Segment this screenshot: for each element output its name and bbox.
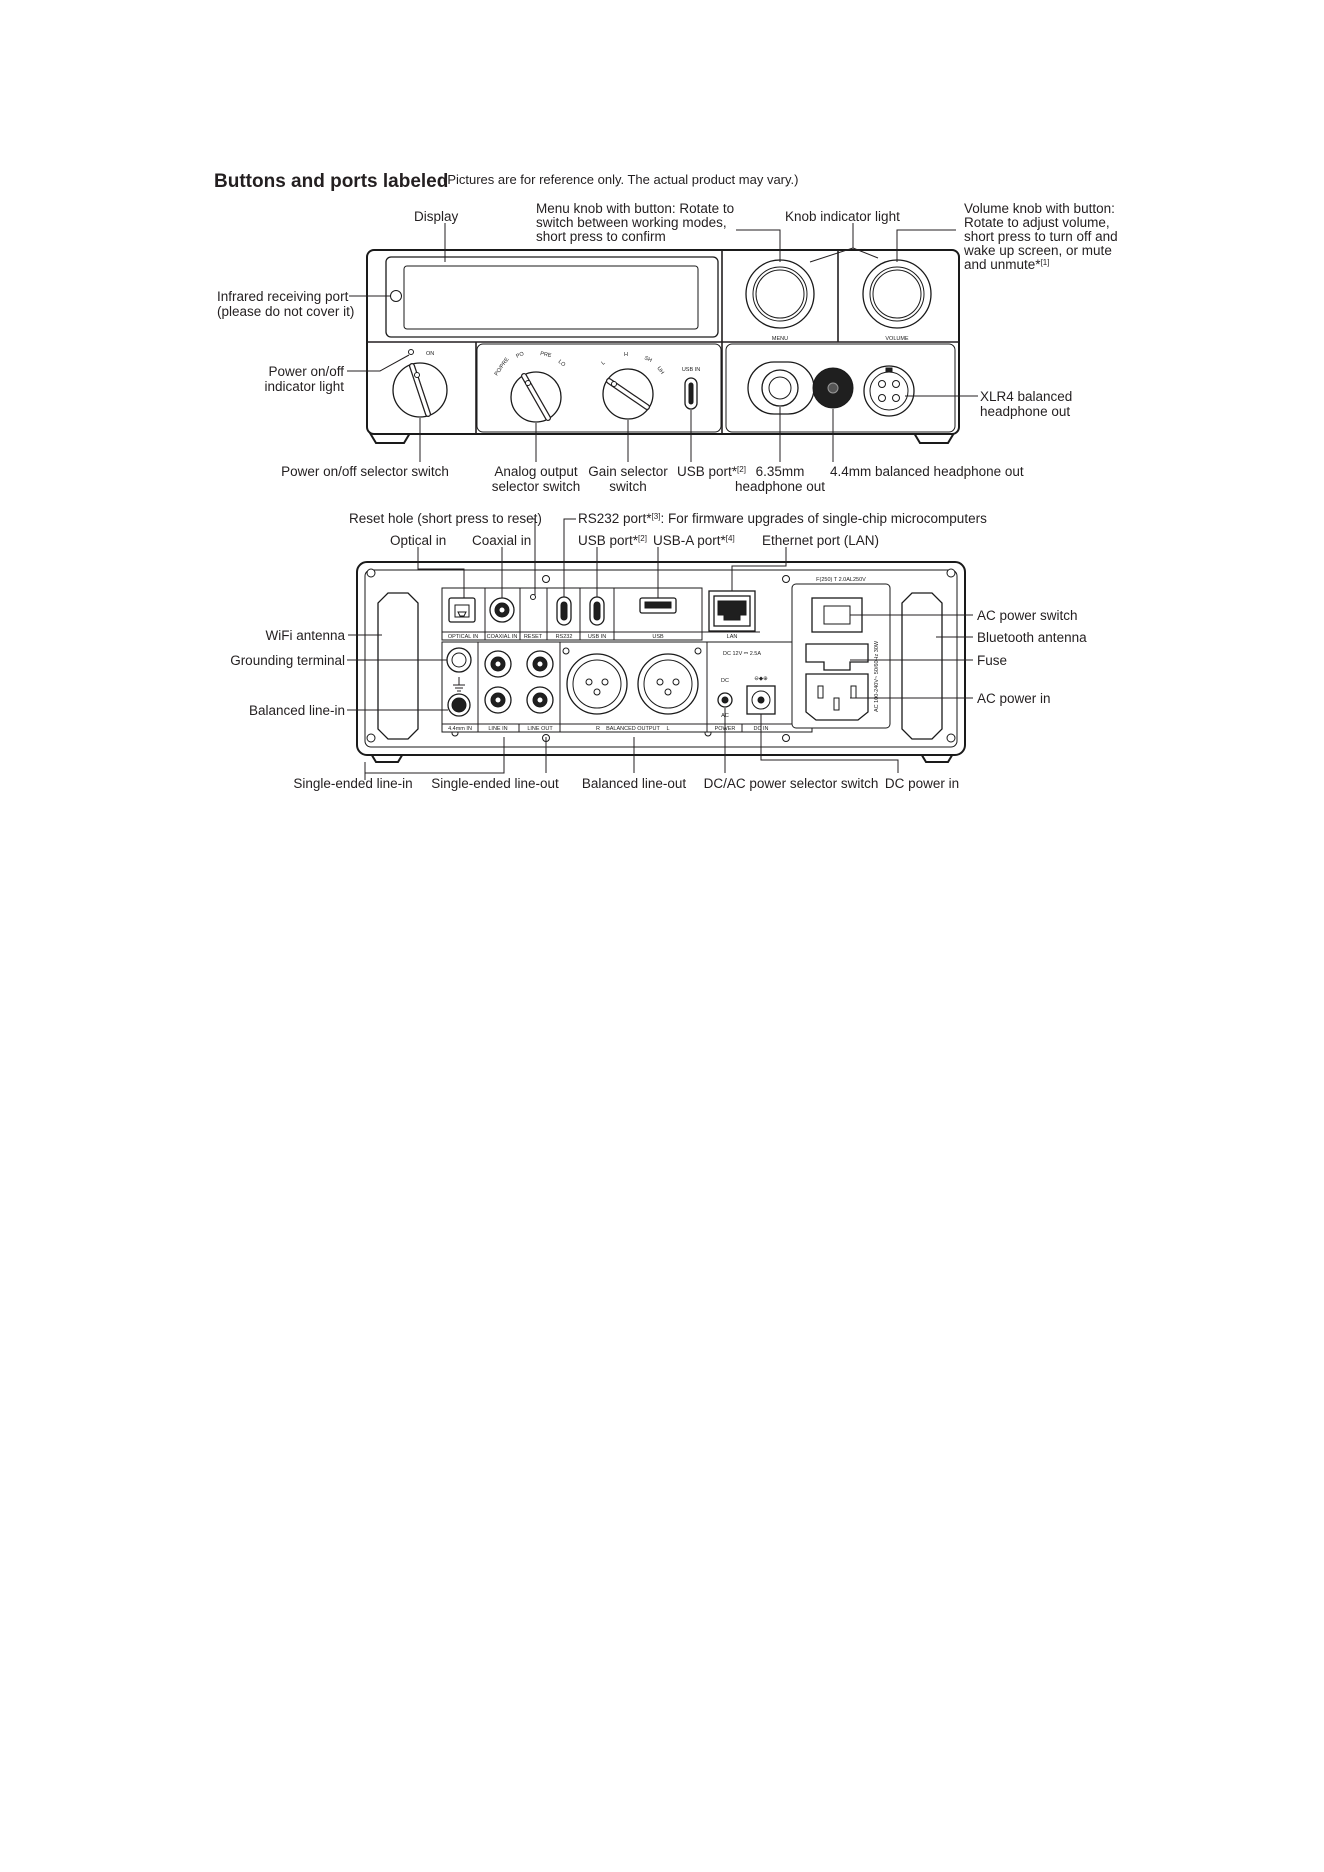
power-indicator-light: [409, 350, 414, 355]
label-volume-knob-1: Volume knob with button:: [964, 201, 1115, 216]
label-gain-2: switch: [609, 479, 647, 494]
mode-po-pre: PO/PRE: [493, 356, 511, 378]
label-ac-switch: AC power switch: [977, 608, 1078, 623]
label-bt-antenna: Bluetooth antenna: [977, 630, 1087, 645]
label-analog-output-1: Analog output: [494, 464, 578, 479]
label-volume-knob-5: and unmute*[1]: [964, 257, 1050, 272]
label-infrared-1: Infrared receiving port: [217, 289, 349, 304]
label-635-1: 6.35mm: [755, 464, 805, 479]
silk-reset: RESET: [523, 634, 543, 640]
display-screen: [404, 266, 698, 329]
silk-ac-spec: AC 100-240V~ 50/60Hz 30W: [874, 640, 880, 712]
label-grounding: Grounding terminal: [230, 653, 345, 668]
label-optical: Optical in: [390, 533, 447, 548]
silk-usb: USB: [652, 634, 664, 640]
label-volume-knob-4: wake up screen, or mute: [964, 243, 1112, 258]
silk-ac: AC: [721, 713, 729, 719]
gain-l: L: [600, 359, 607, 367]
section-note: (Pictures are for reference only. The actual product may vary.): [443, 172, 799, 187]
silk-coaxial-in: COAXIAL IN: [486, 634, 518, 640]
label-se-out: Single-ended line-out: [431, 776, 559, 791]
wifi-antenna: [378, 593, 418, 739]
usb-in-silkscreen: USB IN: [681, 367, 701, 373]
label-635-2: headphone out: [734, 479, 826, 494]
silk-dc-in: DC IN: [753, 726, 769, 732]
label-coaxial: Coaxial in: [472, 533, 532, 548]
silk-44-in: 4.4mm IN: [448, 726, 472, 732]
label-front-usb: USB port*[2]: [677, 464, 746, 479]
label-balanced-in: Balanced line-in: [248, 703, 345, 718]
silk-fuse-spec: F(250) T 2.0AL250V: [816, 577, 866, 583]
silk-line-out: LINE OUT: [527, 726, 553, 732]
label-infrared-2: (please do not cover it): [217, 304, 355, 319]
label-ethernet: Ethernet port (LAN): [762, 533, 880, 548]
silk-bal-r: R: [596, 726, 600, 732]
silk-line-in: LINE IN: [488, 726, 508, 732]
silk-bal-l: L: [666, 726, 670, 732]
on-silkscreen: ON: [426, 351, 435, 357]
label-volume-knob-2: Rotate to adjust volume,: [964, 215, 1110, 230]
label-wifi: WiFi antenna: [265, 628, 345, 643]
silk-dc: DC: [721, 678, 729, 684]
label-dcac-switch: DC/AC power selector switch: [703, 776, 879, 791]
label-menu-knob-3: short press to confirm: [536, 229, 666, 244]
mode-pre: PRE: [539, 351, 552, 359]
label-xlr4-1: XLR4 balanced: [980, 389, 1073, 404]
label-fuse: Fuse: [977, 653, 1008, 668]
label-usb-a: USB-A port*[4]: [653, 533, 735, 548]
gain-h: H: [624, 352, 628, 358]
label-analog-output-2: selector switch: [491, 479, 581, 494]
label-dc-in: DC power in: [884, 776, 960, 791]
silk-rs232: RS232: [555, 634, 573, 640]
gain-uh: UH: [655, 365, 665, 376]
section-title: Buttons and ports labeled: [214, 171, 449, 192]
front-panel: [367, 250, 959, 443]
silk-dc-spec: DC 12V ⎓ 2.5A: [722, 651, 762, 657]
label-xlr4-2: headphone out: [980, 404, 1071, 419]
label-display: Display: [414, 209, 459, 224]
menu-silkscreen: MENU: [771, 336, 789, 342]
label-menu-knob-1: Menu knob with button: Rotate to: [536, 201, 735, 216]
mode-lo: LO: [556, 358, 567, 369]
label-menu-knob-2: switch between working modes,: [536, 215, 727, 230]
label-rear-usb: USB port*[2]: [578, 533, 647, 548]
silk-optical-in: OPTICAL IN: [447, 634, 479, 640]
label-reset-hole: Reset hole (short press to reset): [349, 511, 542, 526]
dc-polarity-icon: ⊖◆⊕: [754, 676, 768, 682]
silk-power: POWER: [714, 726, 736, 732]
label-power-indicator-2: indicator light: [264, 379, 344, 394]
label-44: 4.4mm balanced headphone out: [830, 464, 1024, 479]
label-power-switch: Power on/off selector switch: [281, 464, 449, 479]
label-volume-knob-3: short press to turn off and: [964, 229, 1118, 244]
infrared-port: [391, 291, 402, 302]
mode-po: PO: [515, 351, 526, 360]
label-gain-1: Gain selector: [588, 464, 668, 479]
label-knob-indicator: Knob indicator light: [785, 209, 900, 224]
ac-power-in[interactable]: [806, 674, 868, 720]
silk-balanced-output: BALANCED OUTPUT: [606, 726, 660, 732]
label-rs232: RS232 port*[3]: For firmware upgrades of single-chip microcomputers: [578, 511, 987, 526]
label-power-indicator-1: Power on/off: [268, 364, 344, 379]
label-ac-in: AC power in: [977, 691, 1051, 706]
gain-sh: SH: [643, 355, 653, 365]
silk-lan: LAN: [726, 634, 738, 640]
reset-hole[interactable]: [531, 595, 536, 600]
silk-usb-in: USB IN: [587, 634, 607, 640]
volume-silkscreen: VOLUME: [885, 336, 909, 342]
label-se-in: Single-ended line-in: [293, 776, 413, 791]
label-bal-out: Balanced line-out: [581, 776, 687, 791]
